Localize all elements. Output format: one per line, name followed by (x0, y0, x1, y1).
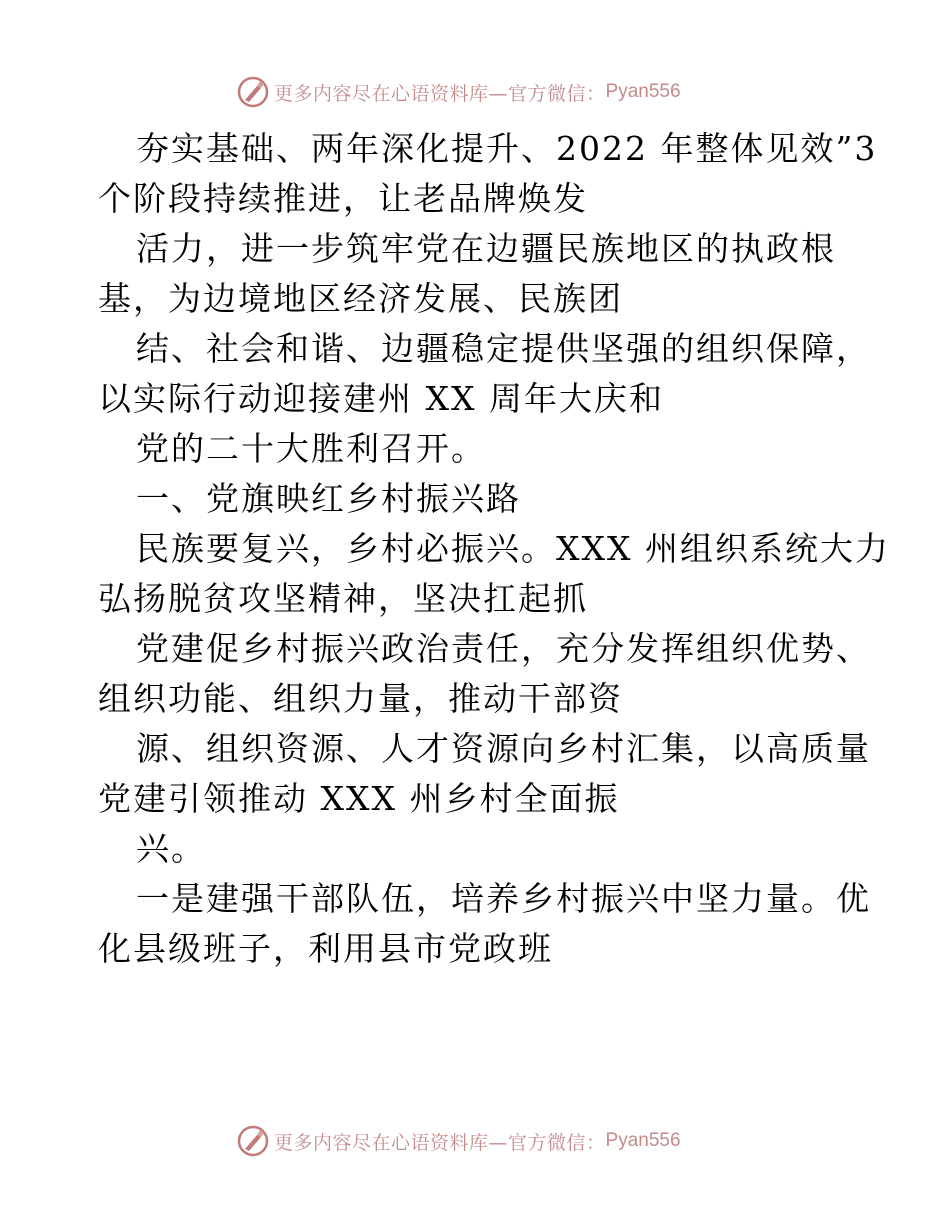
brush-logo-icon (236, 1124, 270, 1158)
text-line: 结、社会和谐、边疆稳定提供坚强的组织保障， (136, 329, 871, 368)
text-line: 组织功能、组织力量，推动干部资 (98, 679, 623, 718)
text-line: 兴。 (136, 829, 206, 868)
text-line: 一是建强干部队伍，培养乡村振兴中坚力量。优 (136, 879, 871, 918)
header-watermark (236, 72, 681, 112)
text-line: 党的二十大胜利召开。 (136, 429, 486, 468)
brush-logo-icon (236, 75, 270, 109)
text-line: 以实际行动迎接建州 XX 周年大庆和 (98, 379, 664, 418)
text-line: 夯实基础、两年深化提升、2022 年整体见效”3 (136, 129, 878, 168)
watermark-handle: Pyan556 (605, 1130, 681, 1151)
text-line: 一、党旗映红乡村振兴路 (136, 479, 521, 518)
text-line: 民族要复兴，乡村必振兴。XXX 州组织系统大力 (136, 529, 890, 568)
footer-watermark (236, 1121, 681, 1161)
text-line: 党建促乡村振兴政治责任，充分发挥组织优势、 (136, 629, 871, 668)
text-line: 化县级班子，利用县市党政班 (98, 929, 553, 968)
watermark-text: 更多内容尽在心语资料库—官方微信： (274, 1131, 606, 1154)
text-line: 基，为边境地区经济发展、民族团 (98, 279, 623, 318)
text-line: 党建引领推动 XXX 州乡村全面振 (98, 779, 620, 818)
document-body (98, 124, 890, 974)
text-line: 源、组织资源、人才资源向乡村汇集，以高质量 (136, 729, 871, 768)
text-line: 活力，进一步筑牢党在边疆民族地区的执政根 (136, 229, 836, 268)
watermark-handle: Pyan556 (605, 81, 681, 102)
text-line: 弘扬脱贫攻坚精神，坚决扛起抓 (98, 579, 588, 618)
text-line: 个阶段持续推进，让老品牌焕发 (98, 179, 588, 218)
watermark-text: 更多内容尽在心语资料库—官方微信： (274, 82, 606, 105)
